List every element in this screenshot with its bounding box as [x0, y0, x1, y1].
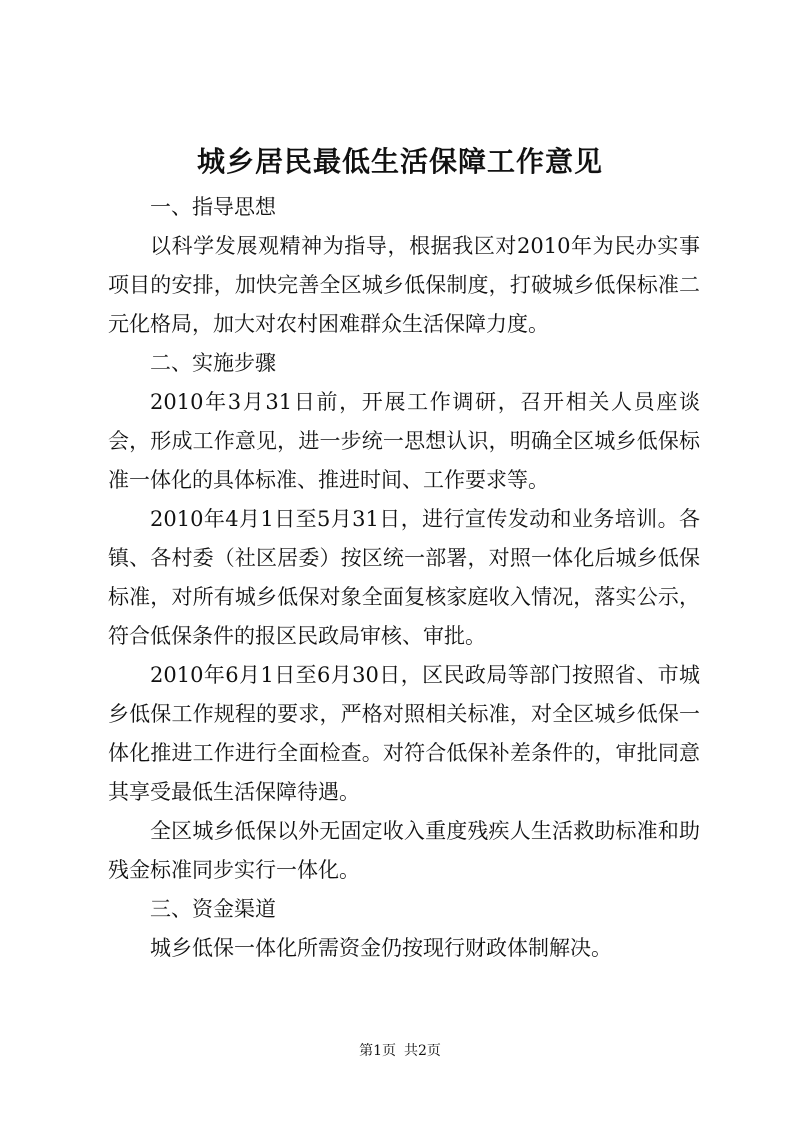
page-number: 第1页 [359, 1043, 396, 1059]
paragraph-step-june: 2010年6月1日至6月30日，区民政局等部门按照省、市城乡低保工作规程的要求，严格对照相关标准，对全区城乡低保一体化推进工作进行全面检查。对符合低保补差条件的，审批同意其享受最低生活保障待遇。 [108, 663, 700, 804]
paragraph-guiding-thought: 以科学发展观精神为指导，根据我区对2010年为民办实事项目的安排，加快完善全区城乡低保制度，打破城乡低保标准二元化格局，加大对农村困难群众生活保障力度。 [108, 234, 700, 336]
paragraph-funding: 城乡低保一体化所需资金仍按现行财政体制解决。 [150, 936, 612, 960]
section-heading-implementation-steps: 二、实施步骤 [150, 351, 276, 375]
page-total: 共2页 [404, 1043, 441, 1059]
document-body [108, 188, 700, 968]
section-heading-guiding-thought: 一、指导思想 [150, 195, 276, 219]
document-title: 城乡居民最低生活保障工作意见 [196, 145, 603, 178]
paragraph-step-march: 2010年3月31日前，开展工作调研，召开相关人员座谈会，形成工作意见，进一步统一思想认识，明确全区城乡低保标准一体化的具体标准、推进时间、工作要求等。 [108, 390, 700, 492]
section-heading-funding-channels: 三、资金渠道 [150, 897, 276, 921]
page-footer [0, 1041, 800, 1061]
paragraph-disability-assistance: 全区城乡低保以外无固定收入重度残疾人生活救助标准和助残金标准同步实行一体化。 [108, 819, 700, 882]
paragraph-step-april-may: 2010年4月1日至5月31日，进行宣传发动和业务培训。各镇、各村委（社区居委）按区统一部署，对照一体化后城乡低保标准，对所有城乡低保对象全面复核家庭收入情况，落实公示，符合低保条件的报区民政局审核、审批。 [108, 507, 700, 648]
